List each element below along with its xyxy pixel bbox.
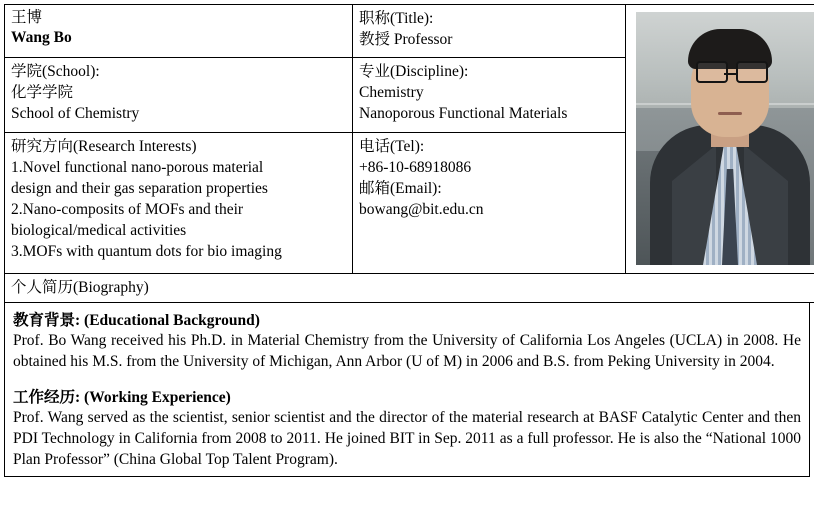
research-label: 研究方向(Research Interests) [11,136,346,157]
research-item: 1.Novel functional nano-porous material [11,157,346,178]
school-label: 学院(School): [11,61,346,82]
cv-page [0,4,814,519]
school-chinese: 化学学院 [11,82,346,103]
tel-label: 电话(Tel): [359,136,619,157]
name-chinese: 王博 [11,8,346,28]
title-value: 教授 Professor [359,29,619,50]
biography-body [4,303,810,477]
school-english: School of Chemistry [11,103,346,124]
education-heading: 教育背景: (Educational Background) [13,308,801,330]
name-english: Wang Bo [11,28,346,48]
title-label: 职称(Title): [359,8,619,29]
portrait-photo [636,12,814,265]
education-body: Prof. Bo Wang received his Ph.D. in Material Chemistry from the University of California Los Angeles (UCLA) in 2008. He obtained his M.S. from the University of Michigan, Ann Arbor (U of M) in 2006 and B.S. from Peking University in 2004. [13,331,801,372]
profile-table [4,4,814,303]
section-spacer [13,372,801,385]
email-label: 邮箱(Email): [359,178,619,199]
table-row-biography-header [5,274,814,303]
research-item: biological/medical activities [11,220,346,241]
research-item: design and their gas separation properties [11,178,346,199]
research-item: 2.Nano-composits of MOFs and their [11,199,346,220]
discipline-cell [353,57,626,132]
school-cell [5,57,353,132]
biography-header-cell [5,274,814,303]
tel-value: +86-10-68918086 [359,157,619,178]
research-cell [5,132,353,273]
title-cell [353,5,626,58]
email-value[interactable]: bowang@bit.edu.cn [359,199,619,220]
discipline-value-2: Nanoporous Functional Materials [359,103,619,124]
research-item: 3.MOFs with quantum dots for bio imaging [11,241,346,262]
table-row-name-title [5,5,814,58]
biography-header-label: 个人简历(Biography) [11,279,149,296]
name-cell [5,5,353,58]
photo-cell [626,5,814,274]
contact-cell [353,132,626,273]
experience-body: Prof. Wang served as the scientist, senior scientist and the director of the material research at BASF Catalytic Center and then PDI Technology in California from 2008 to 2011. He joined BIT in Sep. 2011 as a full professor. He is also the “National 1000 Plan Professor” (China Global Top Talent Program). [13,408,801,470]
discipline-label: 专业(Discipline): [359,61,619,82]
experience-heading: 工作经历: (Working Experience) [13,385,801,407]
discipline-value-1: Chemistry [359,82,619,103]
